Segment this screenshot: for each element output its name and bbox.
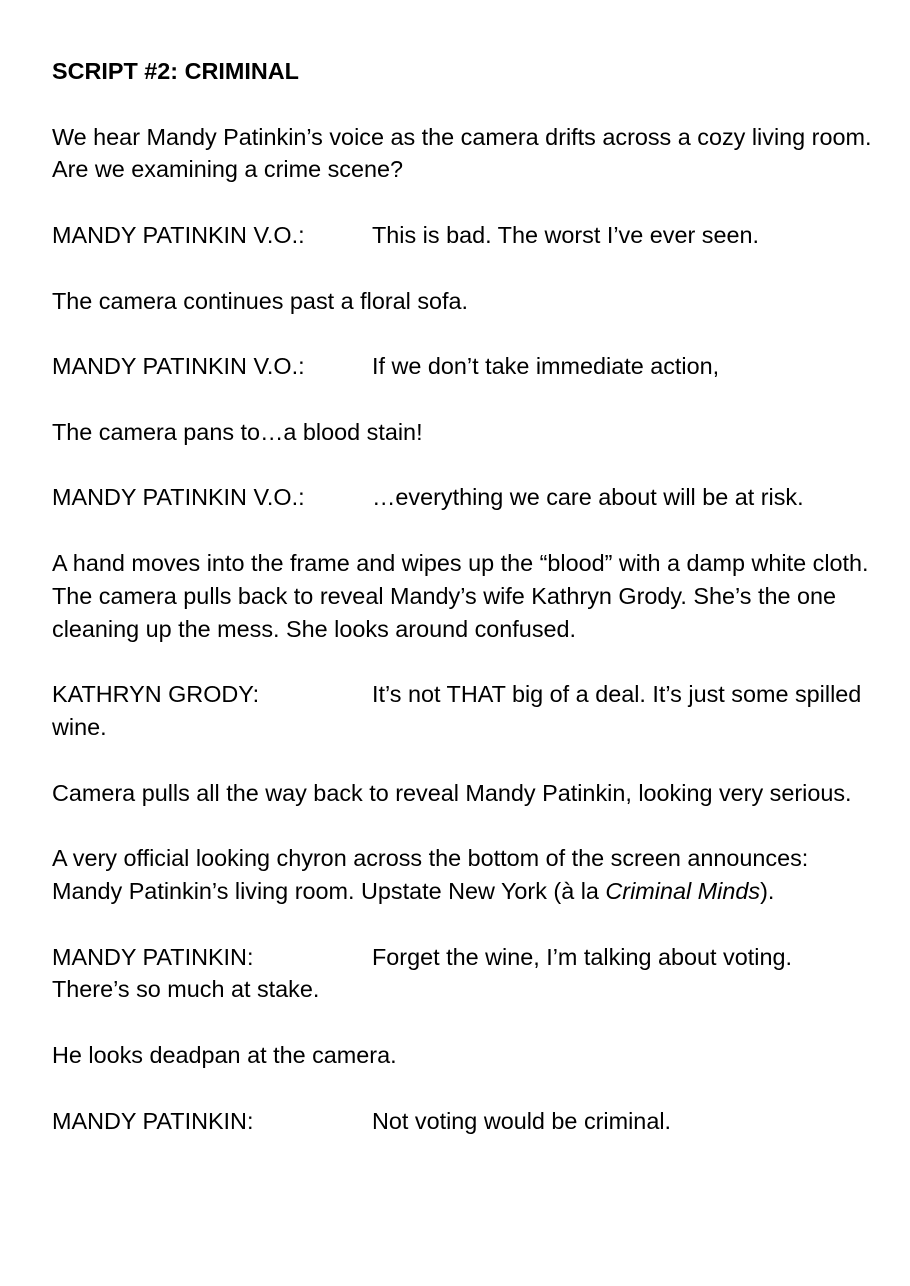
dialogue-line bbox=[52, 678, 872, 744]
chyron-text-before: A very official looking chyron across the bottom of the screen announces: Mandy Patinkin’s living room. Upstate New York (à la bbox=[52, 845, 809, 904]
dialogue-line bbox=[52, 941, 872, 1007]
dialogue-text: This is bad. The worst I’ve ever seen. bbox=[372, 221, 759, 248]
dialogue-text: …everything we care about will be at risk. bbox=[372, 484, 804, 511]
action-paragraph: He looks deadpan at the camera. bbox=[52, 1041, 397, 1068]
speaker-name: MANDY PATINKIN V.O.: bbox=[52, 484, 305, 511]
speaker-name: MANDY PATINKIN: bbox=[52, 943, 254, 970]
dialogue-text: If we don’t take immediate action, bbox=[372, 353, 720, 380]
chyron-text-after: ). bbox=[760, 877, 775, 904]
speaker-name: MANDY PATINKIN V.O.: bbox=[52, 353, 305, 380]
speaker-name: KATHRYN GRODY: bbox=[52, 681, 260, 708]
dialogue-text: Forget the wine, I’m talking about voting. There’s so much at stake. bbox=[52, 943, 792, 1003]
dialogue-line bbox=[52, 481, 872, 514]
dialogue-line bbox=[52, 219, 872, 252]
dialogue-line bbox=[52, 1105, 872, 1138]
speaker-name: MANDY PATINKIN V.O.: bbox=[52, 221, 305, 248]
dialogue-text: Not voting would be criminal. bbox=[372, 1107, 672, 1134]
action-paragraph: A hand moves into the frame and wipes up the “blood” with a damp white cloth. The camera pulls back to reveal Mandy’s wife Kathryn Grody. She’s the one cleaning up the mess. She looks around confused. bbox=[52, 549, 869, 642]
chyron-paragraph bbox=[52, 842, 872, 908]
action-paragraph: We hear Mandy Patinkin’s voice as the camera drifts across a cozy living room. Are we examining a crime scene? bbox=[52, 123, 872, 183]
script-title: SCRIPT #2: CRIMINAL bbox=[52, 58, 299, 84]
dialogue-text: It’s not THAT big of a deal. It’s just some spilled wine. bbox=[52, 681, 862, 740]
action-paragraph: The camera continues past a floral sofa. bbox=[52, 287, 469, 314]
script-page bbox=[52, 55, 872, 1137]
speaker-name: MANDY PATINKIN: bbox=[52, 1107, 254, 1134]
dialogue-line bbox=[52, 350, 872, 383]
chyron-show-title: Criminal Minds bbox=[605, 877, 761, 904]
action-paragraph: The camera pans to…a blood stain! bbox=[52, 418, 423, 445]
action-paragraph: Camera pulls all the way back to reveal Mandy Patinkin, looking very serious. bbox=[52, 779, 852, 806]
